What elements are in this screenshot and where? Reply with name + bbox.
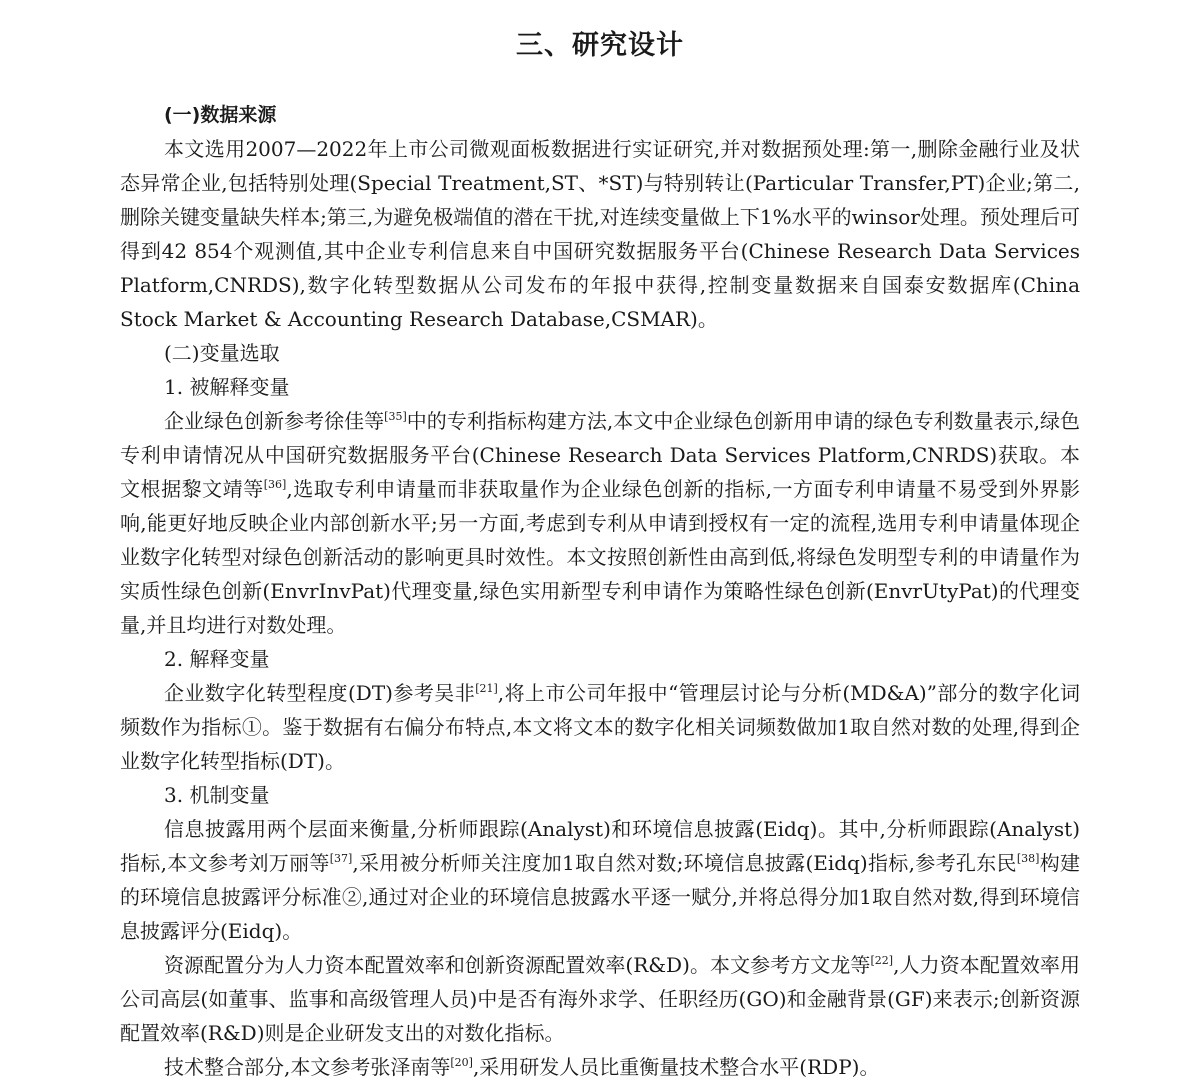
paragraph-dependent-variable bbox=[120, 404, 1080, 642]
paragraph-text: 技术整合部分,本文参考张泽南等 bbox=[164, 1055, 451, 1079]
heading-explanatory-variable: 2. 解释变量 bbox=[164, 647, 270, 671]
paragraph-text: ,采用研发人员比重衡量技术整合水平(RDP)。 bbox=[472, 1055, 880, 1079]
subsection-heading-variables: (二)变量选取 bbox=[164, 341, 280, 365]
citation-ref: [35] bbox=[384, 410, 407, 423]
section-title: 三、研究设计 bbox=[516, 30, 684, 61]
paragraph-text: 中的专利指标构建方法,本文中企业绿色创新用申请的绿色专利数量表示,绿色专利申请情况从中国研究数据服务平台(Chinese Research Data Services Platform,CNRDS)获取。本文根据黎文靖等 bbox=[120, 409, 1081, 501]
citation-ref: [20] bbox=[450, 1056, 473, 1069]
paragraph-explanatory-variable bbox=[120, 676, 1080, 778]
paragraph-text: 信息披露用两个层面来衡量,分析师跟踪(Analyst)和环境信息披露(Eidq)。其中,分析师跟踪(Analyst)指标,本文参考刘万丽等 bbox=[120, 817, 1080, 875]
paragraph-technology-integration bbox=[120, 1050, 1080, 1084]
paragraph-text: 企业绿色创新参考徐佳等 bbox=[164, 409, 385, 433]
citation-ref: [36] bbox=[263, 478, 287, 491]
paragraph-text: 企业数字化转型程度(DT)参考吴非 bbox=[164, 681, 476, 705]
citation-ref: [21] bbox=[475, 682, 498, 695]
paragraph-resource-allocation bbox=[120, 948, 1080, 1050]
citation-ref: [38] bbox=[1016, 852, 1040, 865]
paragraph-text: ,人力资本配置效率用公司高层(如董事、监事和高级管理人员)中是否有海外求学、任职经历(GO)和金融背景(GF)来表示;创新资源配置效率(R&D)则是企业研发支出的对数化指标。 bbox=[120, 953, 1080, 1045]
paragraph-text: ,将上市公司年报中“管理层讨论与分析(MD&A)”部分的数字化词频数作为指标①。鉴于数据有右偏分布特点,本文将文本的数字化相关词频数做加1取自然对数的处理,得到企业数字化转型指标(DT)。 bbox=[120, 681, 1081, 773]
paragraph-text: 本文选用2007—2022年上市公司微观面板数据进行实证研究,并对数据预处理:第一,删除金融行业及状态异常企业,包括特别处理(Special Treatment,ST、*ST)与特别转让(Particular Transfer,PT)企业;第二,删除关键变量缺失样本;第三,为避免极端值的潜在干扰,对连续变量做上下1%水平的winsor处理。预处理后可得到42 854个观测值,其中企业专利信息来自中国研究数据服务平台(Chinese Research Data Services Platform,CNRDS),数字化转型数据从公司发布的年报中获得,控制变量数据来自国泰安数据库(China Stock Market & Accounting Research Database,CSMAR)。 bbox=[120, 137, 1080, 331]
heading-dependent-variable: 1. 被解释变量 bbox=[164, 375, 290, 399]
paragraph-information-disclosure bbox=[120, 812, 1080, 948]
paragraph-text: ,采用被分析师关注度加1取自然对数;环境信息披露(Eidq)指标,参考孔东民 bbox=[352, 851, 1017, 875]
citation-ref: [22] bbox=[870, 954, 894, 967]
paragraph-data-source bbox=[120, 132, 1080, 336]
subsection-heading-data-source: (一)数据来源 bbox=[164, 104, 277, 126]
paragraph-text: ,选取专利申请量而非获取量作为企业绿色创新的指标,一方面专利申请量不易受到外界影响,能更好地反映企业内部创新水平;另一方面,考虑到专利从申请到授权有一定的流程,选用专利申请量体现企业数字化转型对绿色创新活动的影响更具时效性。本文按照创新性由高到低,将绿色发明型专利的申请量作为实质性绿色创新(EnvrInvPat)代理变量,绿色实用新型专利申请作为策略性绿色创新(EnvrUtyPat)的代理变量,并且均进行对数处理。 bbox=[120, 477, 1081, 637]
paragraph-text: 构建的环境信息披露评分标准②,通过对企业的环境信息披露水平逐一赋分,并将总得分加1取自然对数,得到环境信息披露评分(Eidq)。 bbox=[120, 851, 1081, 943]
citation-ref: [37] bbox=[329, 852, 353, 865]
heading-mechanism-variable: 3. 机制变量 bbox=[164, 783, 270, 807]
paragraph-text: 资源配置分为人力资本配置效率和创新资源配置效率(R&D)。本文参考方文龙等 bbox=[164, 953, 871, 977]
